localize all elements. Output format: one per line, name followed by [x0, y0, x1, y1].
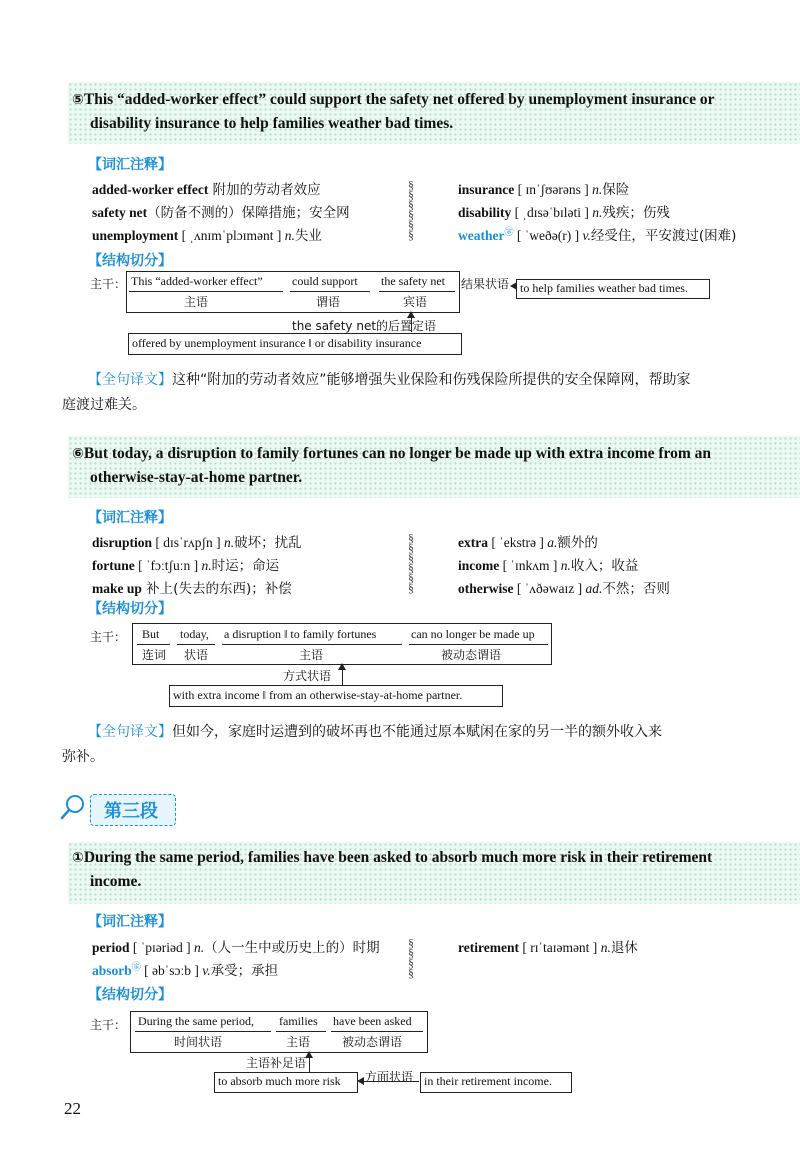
adverbial-text: today, — [180, 627, 209, 641]
adverbial-role: 时间状语 — [174, 1035, 223, 1049]
vocab-heading: 【词汇注释】 — [88, 157, 172, 173]
vocab-item: retirement [ rɪˈtaɪəmənt ] n.退休 — [458, 940, 638, 956]
vocab-item: extra [ ˈekstrə ] a.额外的 — [458, 535, 598, 551]
verb-text: could support — [292, 274, 358, 288]
verb-role: 被动态谓语 — [342, 1035, 403, 1049]
magnifier-icon — [60, 794, 86, 820]
complement-label: 主语补足语 — [246, 1056, 307, 1070]
complement-text: to absorb much more risk — [218, 1074, 341, 1088]
conjunction-role: 连词 — [142, 648, 167, 662]
vocab-item: period [ ˈpɪəriəd ] n.（人一生中或历史上的）时期 — [92, 940, 380, 956]
vocab-item: otherwise [ ˈʌðəwaɪz ] ad.不然；否则 — [458, 581, 670, 597]
vocab-item: absorb㊪ [ əbˈsɔːb ] v.承受；承担 — [92, 961, 279, 979]
vocab-heading: 【词汇注释】 — [88, 510, 172, 526]
section-title: 第三段 — [104, 801, 158, 822]
trunk-label: 主干： — [90, 277, 127, 291]
subject-text: This “added-worker effect” — [131, 274, 263, 288]
subject-role: 主语 — [286, 1035, 311, 1049]
structure-heading: 【结构切分】 — [88, 601, 172, 617]
structure-heading: 【结构切分】 — [88, 253, 172, 269]
trunk-label: 主干： — [90, 630, 127, 644]
translation-6: 【全句译文】但如今，家庭时运遭到的破坏再也不能通过原本赋闲在家的另一半的额外收入来 弥补。 — [62, 724, 662, 765]
sentence-p3-1: ①During the same period, families have been asked to absorb much more risk in their retirement income. — [72, 849, 713, 890]
vocab-item: weather㊪ [ ˈweðə(r) ] v.经受住，平安渡过(困难) — [458, 226, 737, 244]
vocab-item: make up 补上(失去的东西)；补偿 — [92, 581, 292, 597]
page-number: 22 — [64, 1099, 81, 1118]
result-label: 结果状语 — [461, 277, 510, 291]
subject-text: families — [279, 1014, 318, 1028]
translation-5: 【全句译文】这种“附加的劳动者效应”能够增强失业保险和伤残保险所提供的安全保障网，帮助家 庭渡过难关。 — [62, 372, 691, 413]
vocab-item: safety net（防备不测的）保障措施；安全网 — [92, 205, 350, 221]
adverbial-role: 状语 — [184, 648, 209, 662]
object-role: 宾语 — [403, 295, 428, 309]
object-text: the safety net — [381, 274, 445, 288]
postmodifier-text: offered by unemployment insurance ‖ or disability insurance — [132, 336, 422, 350]
verb-role: 被动态谓语 — [441, 648, 502, 662]
vocab-item: disability [ ˌdɪsəˈbɪləti ] n.残疾；伤残 — [458, 205, 670, 221]
vocab-item: disruption [ dɪsˈrʌpʃn ] n.破坏；扰乱 — [92, 535, 302, 551]
divider-wave: § § § § § § — [408, 178, 414, 242]
trunk-label: 主干： — [90, 1018, 127, 1032]
divider-wave: § § § § — [408, 936, 414, 980]
divider-wave: § § § § § § — [408, 531, 414, 595]
verb-text: can no longer be made up — [411, 627, 535, 641]
structure-heading: 【结构切分】 — [88, 987, 172, 1003]
vocab-item: added-worker effect 附加的劳动者效应 — [92, 182, 321, 198]
conjunction-text: But — [142, 627, 160, 641]
subject-role: 主语 — [184, 295, 209, 309]
verb-role: 谓语 — [316, 295, 341, 309]
manner-label: 方式状语 — [283, 669, 332, 683]
aspect-label: 方面状语 — [365, 1070, 414, 1084]
aspect-text: in their retirement income. — [424, 1074, 552, 1088]
vocab-heading: 【词汇注释】 — [88, 914, 172, 930]
vocab-item: fortune [ ˈfɔːtʃuːn ] n.时运；命运 — [92, 558, 280, 574]
vocab-item: income [ ˈɪnkʌm ] n.收入；收益 — [458, 558, 639, 574]
adverbial-text: During the same period, — [138, 1014, 254, 1028]
verb-text: have been asked — [333, 1014, 412, 1028]
vocab-item: unemployment [ ˌʌnɪmˈplɔɪmənt ] n.失业 — [92, 228, 322, 244]
vocab-item: insurance [ ɪnˈʃʊərəns ] n.保险 — [458, 182, 630, 198]
sentence-6: ⑥But today, a disruption to family fortunes can no longer be made up with extra income from an otherwise-stay-at-home partner. — [72, 445, 712, 486]
postmodifier-label: the safety net的后置定语 — [292, 319, 437, 333]
subject-role: 主语 — [299, 648, 324, 662]
subject-text: a disruption ‖ to family fortunes — [224, 627, 377, 641]
manner-text: with extra income ‖ from an otherwise-stay-at-home partner. — [173, 688, 463, 702]
sentence-5: ⑤This “added-worker effect” could support the safety net offered by unemployment insurance or disability insurance to help families weather bad times. — [72, 91, 715, 132]
result-text: to help families weather bad times. — [520, 281, 688, 295]
